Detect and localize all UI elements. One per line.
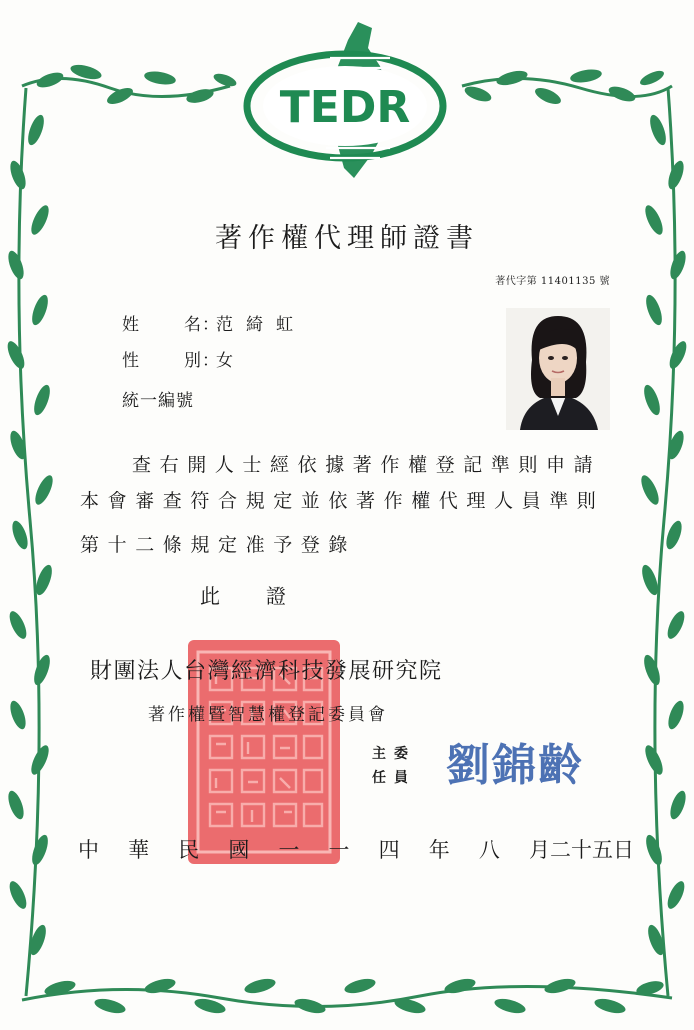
date-part: 中 <box>78 838 99 862</box>
hereby-certified <box>200 580 288 609</box>
id-label: 統一編號 <box>122 391 194 411</box>
body-line-3: 第十二條規定准予登錄 <box>80 534 357 556</box>
svg-text:劉錦齡: 劉錦齡 <box>446 740 584 791</box>
portrait-photo <box>506 308 610 430</box>
tedr-logo <box>240 18 450 183</box>
issuing-committee: 著作權暨智慧權登記委員會 <box>148 705 388 725</box>
certificate-title: 著作權代理師證書 <box>215 223 479 254</box>
name-label: 姓 名 <box>122 315 202 335</box>
hereby-char-1: 此 <box>200 584 222 608</box>
date-part: 年 <box>428 838 450 862</box>
date-part: 月二十五日 <box>528 838 634 862</box>
name-separator: ： <box>202 315 220 335</box>
chairperson-signature <box>440 728 590 798</box>
hereby-char-2: 證 <box>266 584 288 608</box>
gender-value: 女 <box>216 351 246 371</box>
date-part: 一 <box>328 838 350 862</box>
body-line-1: 查右開人士經依據著作權登記準則申請 <box>132 454 602 476</box>
date-part: 國 <box>228 838 250 862</box>
certificate-number: 著代字第 11401135 號 <box>495 276 610 287</box>
issue-date <box>78 834 634 864</box>
name-value: 范綺虹 <box>216 315 306 335</box>
logo-text: TEDR <box>279 82 411 133</box>
date-part: 民 <box>178 838 200 862</box>
date-part: 一 <box>278 838 300 862</box>
gender-label: 性 別 <box>122 351 202 371</box>
name-field <box>122 310 306 335</box>
id-field <box>122 386 194 411</box>
date-part: 四 <box>378 838 400 862</box>
chairperson-title <box>372 742 420 790</box>
role-line-2: 任員 <box>372 770 416 786</box>
body-line-2: 本會審查符合規定並依著作權代理人員準則 <box>80 490 605 512</box>
date-part: 八 <box>478 838 500 862</box>
gender-separator: ： <box>202 351 220 371</box>
gender-field <box>122 346 246 371</box>
issuing-organization: 財團法人台灣經濟科技發展研究院 <box>90 659 443 684</box>
role-line-1: 主委 <box>372 746 416 762</box>
date-part: 華 <box>128 838 150 862</box>
